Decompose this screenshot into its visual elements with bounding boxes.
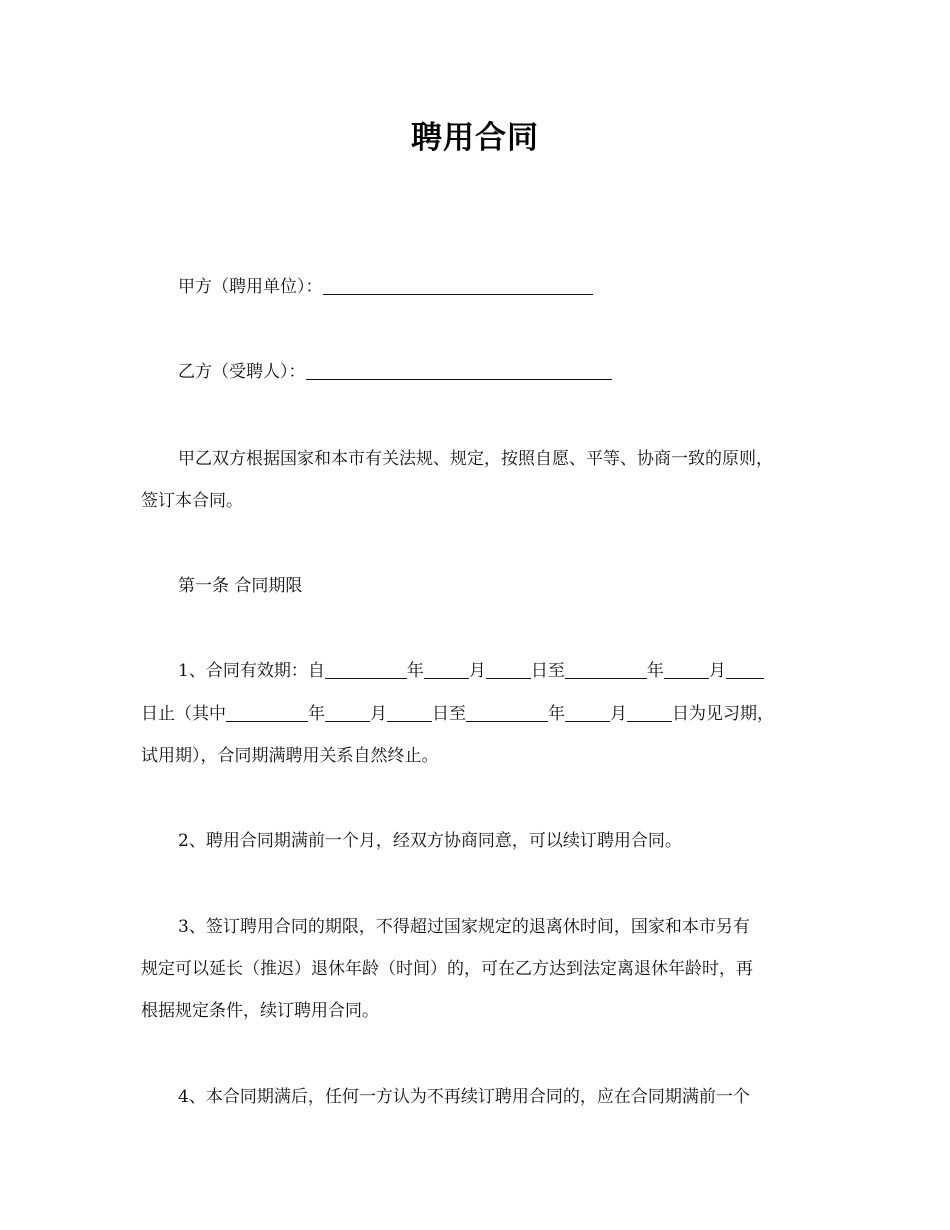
- year-label: 年: [646, 661, 664, 681]
- party-b-line: [178, 361, 612, 383]
- month-label: 月: [708, 661, 726, 681]
- party-a-label: 甲方（聘用单位）：: [178, 277, 323, 297]
- month-label: 月: [468, 661, 486, 681]
- preamble-line-1: 甲乙双方根据国家和本市有关法规、规定，按照自愿、平等、协商一致的原则，: [178, 449, 773, 469]
- preamble-line-2: 签订本合同。: [141, 491, 243, 511]
- end-year-blank[interactable]: [565, 661, 647, 679]
- probation-start-year-blank[interactable]: [226, 704, 308, 722]
- party-b-label: 乙方（受聘人）：: [178, 362, 306, 382]
- clause-3-line-2: 规定可以延长（推迟）退休年龄（时间）的，可在乙方达到法定离退休年龄时，再: [141, 959, 753, 979]
- clause-1-from-label: 1、合同有效期：自: [178, 661, 325, 681]
- clause-1-line-3: 试用期），合同期满聘用关系自然终止。: [141, 746, 439, 766]
- probation-end-label: 日为见习期，: [672, 704, 774, 724]
- clause-3-line-3: 根据规定条件，续订聘用合同。: [141, 1001, 379, 1021]
- clause-4-line-1: 4、本合同期满后，任何一方认为不再续订聘用合同的，应在合同期满前一个: [178, 1087, 750, 1107]
- probation-end-month-blank[interactable]: [565, 704, 610, 722]
- year-label: 年: [406, 661, 424, 681]
- year-label: 年: [548, 704, 565, 724]
- month-label: 月: [370, 704, 387, 724]
- start-year-blank[interactable]: [325, 661, 407, 679]
- probation-end-day-blank[interactable]: [627, 704, 672, 722]
- clause-1-line-1: [178, 660, 764, 682]
- month-label: 月: [610, 704, 627, 724]
- party-b-blank[interactable]: [306, 362, 612, 380]
- party-a-line: [178, 276, 593, 298]
- probation-start-month-blank[interactable]: [325, 704, 370, 722]
- start-month-blank[interactable]: [424, 661, 469, 679]
- day-to-label: 日至: [432, 704, 466, 724]
- probation-start-day-blank[interactable]: [387, 704, 432, 722]
- clause-2: 2、聘用合同期满前一个月，经双方协商同意，可以续订聘用合同。: [178, 831, 682, 851]
- year-label: 年: [308, 704, 325, 724]
- start-day-blank[interactable]: [486, 661, 531, 679]
- clause-1-line-2: [141, 703, 774, 725]
- clause-3-line-1: 3、签订聘用合同的期限，不得超过国家规定的退离休时间，国家和本市另有: [178, 917, 750, 937]
- probation-end-year-blank[interactable]: [466, 704, 548, 722]
- article-1-heading: 第一条 合同期限: [178, 576, 303, 596]
- day-to-label: 日至: [530, 661, 565, 681]
- end-day-blank[interactable]: [726, 661, 764, 679]
- party-a-blank[interactable]: [323, 277, 593, 295]
- document-title: 聘用合同: [411, 120, 539, 156]
- probation-start-label: 日止（其中: [141, 704, 226, 724]
- end-month-blank[interactable]: [664, 661, 709, 679]
